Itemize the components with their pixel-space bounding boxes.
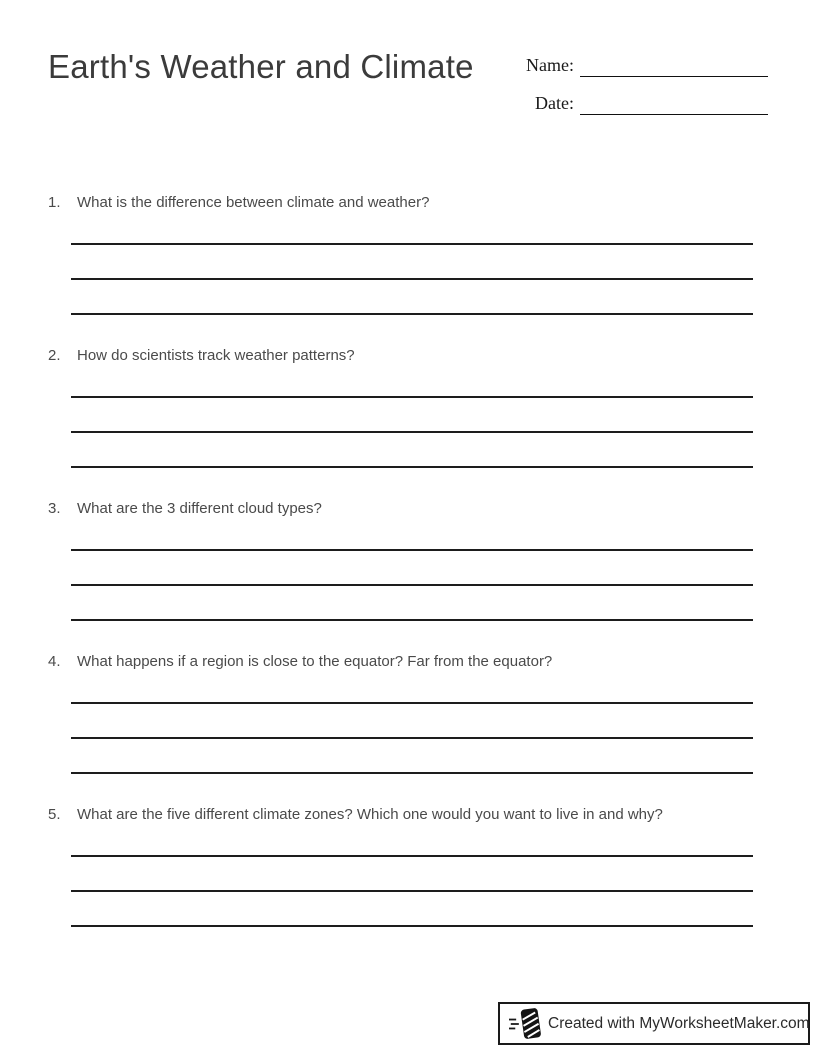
question-number: 3. xyxy=(48,500,61,517)
question-list xyxy=(48,193,753,958)
date-label: Date: xyxy=(535,93,574,113)
name-label: Name: xyxy=(526,55,574,75)
name-date-block xyxy=(518,50,768,115)
question-number: 2. xyxy=(48,347,61,364)
question-item xyxy=(48,499,753,621)
question-number: 4. xyxy=(48,653,61,670)
question-item xyxy=(48,652,753,774)
question-number: 1. xyxy=(48,194,61,211)
question-text: What happens if a region is close to the equator? Far from the equator? xyxy=(77,653,553,670)
footer-credit[interactable] xyxy=(498,1002,810,1045)
name-row xyxy=(518,50,768,77)
answer-line xyxy=(71,278,753,280)
credit-text: Created with MyWorksheetMaker.com xyxy=(548,1014,810,1032)
answer-line xyxy=(71,855,753,857)
answer-line xyxy=(71,313,753,315)
question-text: How do scientists track weather patterns? xyxy=(77,347,355,364)
question-item xyxy=(48,193,753,315)
answer-line xyxy=(71,890,753,892)
answer-line xyxy=(71,584,753,586)
name-field xyxy=(580,53,768,77)
answer-line xyxy=(71,431,753,433)
answer-line xyxy=(71,466,753,468)
flying-worksheet-icon xyxy=(508,1007,544,1041)
answer-line xyxy=(71,737,753,739)
answer-line xyxy=(71,549,753,551)
question-number: 5. xyxy=(48,806,61,823)
answer-line xyxy=(71,619,753,621)
question-text: What is the difference between climate and weather? xyxy=(77,194,430,211)
answer-line xyxy=(71,772,753,774)
date-field xyxy=(580,91,768,115)
answer-line xyxy=(71,702,753,704)
question-text: What are the 3 different cloud types? xyxy=(77,500,322,517)
question-text: What are the five different climate zones? Which one would you want to live in and why? xyxy=(77,806,663,823)
date-row xyxy=(518,88,768,115)
page-title: Earth's Weather and Climate xyxy=(48,48,474,85)
question-item xyxy=(48,805,753,927)
answer-line xyxy=(71,396,753,398)
answer-line xyxy=(71,243,753,245)
question-item xyxy=(48,346,753,468)
answer-line xyxy=(71,925,753,927)
